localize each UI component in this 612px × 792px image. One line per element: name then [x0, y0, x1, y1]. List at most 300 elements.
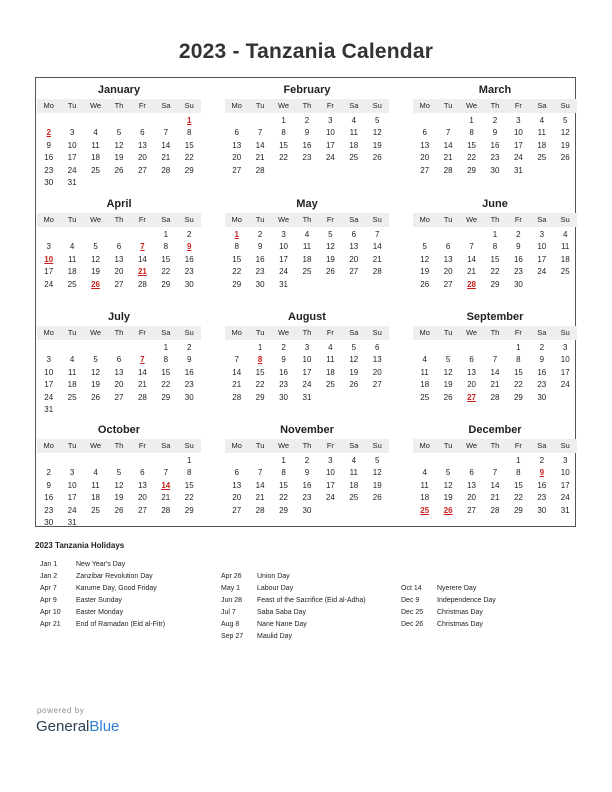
weekday-label: Sa — [349, 328, 359, 337]
day-cell: 19 — [443, 380, 453, 390]
day-cell: 10 — [325, 468, 335, 478]
weekday-label: We — [277, 441, 290, 450]
weekday-label: Mo — [419, 101, 430, 110]
month-name: January — [97, 84, 141, 96]
weekday-label: Sa — [161, 328, 171, 337]
day-cell: 8 — [516, 355, 521, 365]
day-cell: 9 — [281, 355, 286, 365]
empty-day-cell — [483, 342, 506, 354]
weekday-label: Mo — [231, 215, 242, 224]
page-title: 2023 - Tanzania Calendar — [178, 40, 434, 63]
days-grid — [37, 229, 201, 291]
day-cell: 21 — [255, 493, 265, 503]
weekday-label: Su — [184, 441, 194, 450]
day-cell: 19 — [372, 480, 382, 490]
month-may — [225, 197, 389, 291]
weekday-label: Fr — [514, 215, 522, 224]
day-cell: 15 — [279, 480, 288, 490]
empty-day-cell — [436, 115, 459, 127]
day-cell: 16 — [513, 254, 523, 264]
day-cell: 18 — [91, 493, 100, 503]
day-cell: 29 — [467, 165, 476, 175]
day-cell: 29 — [161, 392, 171, 402]
day-cell: 15 — [513, 367, 523, 377]
holiday-date: Dec 25 — [401, 609, 424, 616]
day-cell: 6 — [234, 128, 239, 138]
day-cell: 13 — [137, 480, 147, 490]
empty-day-cell — [84, 115, 107, 127]
day-cell: 20 — [420, 153, 430, 163]
day-cell: 23 — [302, 493, 312, 503]
day-cell: 11 — [91, 480, 100, 490]
day-cell: 17 — [513, 140, 523, 150]
holiday-date: Apr 9 — [40, 597, 57, 604]
day-cell: 21 — [137, 380, 147, 390]
day-cell: 17 — [44, 267, 54, 277]
day-cell: 10 — [560, 468, 570, 478]
day-cell: 4 — [422, 468, 427, 478]
day-cell: 29 — [513, 392, 523, 402]
day-cell: 16 — [44, 493, 54, 503]
empty-day-cell — [436, 455, 459, 467]
day-cell: 24 — [279, 267, 288, 277]
weekday-label: Tu — [443, 101, 453, 110]
weekday-label: Fr — [326, 101, 334, 110]
day-cell: 30 — [302, 505, 312, 515]
day-cell: 2 — [516, 230, 521, 239]
day-cell: 2 — [539, 343, 545, 352]
holiday-entry — [40, 595, 165, 607]
day-cell: 5 — [422, 242, 427, 252]
day-cell: 24 — [67, 505, 77, 515]
day-cell: 8 — [281, 468, 286, 478]
day-cell: 9 — [539, 355, 545, 365]
day-cell: 1 — [516, 456, 521, 465]
day-cell: 24 — [325, 493, 335, 503]
day-cell: 25 — [420, 392, 430, 402]
days-grid — [413, 342, 577, 404]
empty-day-cell — [413, 115, 436, 127]
weekday-label: Th — [490, 441, 500, 450]
day-cell: 7 — [492, 355, 498, 365]
logo-text-blue: Blue — [89, 718, 120, 735]
month-june — [413, 197, 577, 291]
day-cell: 20 — [467, 380, 476, 390]
day-cell: 14 — [161, 140, 171, 150]
empty-day-cell — [154, 455, 177, 467]
day-cell: 17 — [67, 493, 77, 503]
holiday-entry — [221, 595, 366, 607]
day-cell: 22 — [279, 493, 288, 503]
day-cell: 5 — [351, 343, 357, 352]
weekday-label: Th — [302, 328, 312, 337]
weekday-label: Sa — [537, 328, 547, 337]
empty-day-cell — [225, 115, 248, 127]
day-cell: 22 — [513, 380, 523, 390]
weekday-label: We — [89, 441, 102, 450]
weekday-label: Mo — [43, 101, 54, 110]
day-cell: 9 — [46, 140, 51, 150]
day-cell: 8 — [281, 128, 286, 138]
day-cell: 1 — [281, 456, 286, 465]
day-cell: 24 — [44, 279, 54, 289]
month-name: October — [97, 424, 141, 436]
day-cell: 17 — [302, 367, 312, 377]
holiday-name: Union Day — [257, 573, 290, 580]
day-cell: 29 — [255, 392, 265, 402]
weekday-header — [413, 439, 577, 453]
holiday-name: Karume Day, Good Friday — [76, 585, 157, 592]
day-cell: 15 — [513, 480, 523, 490]
day-cell: 25 — [91, 505, 100, 515]
day-cell: 2 — [304, 456, 310, 465]
day-cell: 22 — [513, 493, 523, 503]
day-cell: 22 — [184, 493, 194, 503]
day-cell: 28 — [255, 165, 265, 175]
day-cell: 24 — [302, 380, 312, 390]
day-cell: 15 — [232, 254, 242, 264]
day-cell: 26 — [560, 153, 570, 163]
day-cell: 25 — [67, 279, 77, 289]
weekday-label: Fr — [138, 441, 146, 450]
day-cell: 2 — [539, 456, 545, 465]
weekday-header — [37, 213, 201, 227]
weekday-label: Mo — [43, 441, 54, 450]
holiday-entry — [221, 571, 366, 583]
day-cell: 8 — [163, 355, 169, 365]
holiday-date: Jun 28 — [221, 597, 243, 604]
day-cell: 29 — [279, 505, 288, 515]
weekday-label: Mo — [231, 101, 242, 110]
day-cell: 30 — [184, 392, 194, 402]
day-cell: 12 — [114, 140, 124, 150]
weekday-label: Tu — [443, 441, 453, 450]
empty-day-cell — [84, 455, 107, 467]
weekday-header — [225, 439, 389, 453]
day-cell: 18 — [302, 254, 312, 264]
empty-day-cell — [60, 229, 83, 241]
month-january — [37, 83, 201, 189]
holiday-day: 7 — [140, 355, 145, 365]
day-cell: 25 — [91, 165, 100, 175]
holiday-entry — [40, 619, 165, 631]
day-cell: 11 — [537, 128, 546, 138]
day-cell: 18 — [537, 140, 547, 150]
day-cell: 4 — [304, 230, 310, 239]
day-cell: 27 — [137, 165, 147, 175]
weekday-label: Th — [302, 215, 312, 224]
empty-day-cell — [131, 115, 154, 127]
empty-day-cell — [413, 342, 436, 354]
weekday-label: Th — [302, 441, 312, 450]
day-cell: 10 — [67, 140, 77, 150]
day-cell: 9 — [46, 480, 51, 490]
weekday-label: Fr — [514, 101, 522, 110]
holidays-heading: 2023 Tanzania Holidays — [35, 541, 125, 550]
day-cell: 30 — [279, 392, 288, 402]
day-cell: 28 — [490, 505, 500, 515]
day-cell: 27 — [232, 165, 242, 175]
day-cell: 16 — [279, 367, 288, 377]
month-name: December — [468, 424, 522, 436]
weekday-label: Mo — [231, 441, 242, 450]
holiday-date: Sep 27 — [221, 633, 244, 640]
holiday-day: 1 — [187, 116, 192, 125]
empty-day-cell — [107, 229, 130, 241]
month-name: May — [296, 198, 318, 210]
day-cell: 8 — [516, 468, 521, 478]
month-name: September — [466, 311, 524, 323]
weekday-label: Th — [114, 101, 124, 110]
day-cell: 5 — [375, 456, 380, 465]
weekday-label: Tu — [67, 441, 77, 450]
day-cell: 5 — [375, 116, 380, 125]
day-cell: 14 — [137, 367, 147, 377]
day-cell: 6 — [140, 468, 145, 478]
day-cell: 14 — [255, 140, 265, 150]
holiday-name: Nyerere Day — [437, 585, 477, 592]
day-cell: 10 — [513, 128, 523, 138]
day-cell: 28 — [490, 392, 500, 402]
weekday-label: Fr — [138, 101, 146, 110]
day-cell: 6 — [469, 355, 474, 365]
holiday-day: 7 — [140, 242, 145, 252]
day-cell: 23 — [302, 153, 312, 163]
month-november — [225, 423, 389, 517]
day-cell: 30 — [490, 165, 500, 175]
day-cell: 1 — [469, 116, 474, 125]
day-cell: 18 — [420, 380, 430, 390]
weekday-header — [413, 99, 577, 113]
weekday-label: Su — [560, 215, 570, 224]
weekday-label: Fr — [326, 441, 334, 450]
day-cell: 18 — [67, 380, 77, 390]
holiday-day: 21 — [137, 267, 147, 277]
month-july — [37, 310, 201, 416]
empty-day-cell — [84, 342, 107, 354]
weekday-label: Tu — [67, 101, 77, 110]
day-cell: 4 — [539, 116, 545, 125]
generalblue-logo[interactable] — [36, 718, 119, 735]
days-grid — [37, 115, 201, 189]
day-cell: 13 — [232, 140, 242, 150]
day-cell: 6 — [234, 468, 239, 478]
weekday-label: Sa — [537, 101, 547, 110]
holiday-date: Dec 26 — [401, 621, 424, 628]
holiday-date: Apr 21 — [40, 621, 61, 628]
day-cell: 21 — [161, 153, 171, 163]
holiday-entry — [40, 559, 165, 571]
day-cell: 30 — [513, 279, 523, 289]
day-cell: 15 — [184, 140, 194, 150]
weekday-label: We — [465, 101, 478, 110]
day-cell: 16 — [255, 254, 265, 264]
weekday-label: Su — [560, 101, 570, 110]
powered-by-text: powered by — [37, 706, 85, 715]
holiday-entry — [401, 607, 496, 619]
holiday-entry — [40, 607, 165, 619]
day-cell: 3 — [563, 343, 568, 352]
day-cell: 7 — [257, 468, 263, 478]
day-cell: 28 — [161, 505, 171, 515]
day-cell: 13 — [232, 480, 242, 490]
weekday-label: Fr — [514, 441, 522, 450]
day-cell: 18 — [325, 367, 335, 377]
day-cell: 3 — [516, 116, 521, 125]
day-cell: 19 — [443, 493, 453, 503]
day-cell: 18 — [420, 493, 430, 503]
day-cell: 1 — [163, 343, 169, 352]
empty-day-cell — [225, 455, 248, 467]
empty-day-cell — [107, 455, 130, 467]
day-cell: 8 — [234, 242, 239, 252]
holiday-date: Apr 7 — [40, 585, 57, 592]
day-cell: 19 — [325, 254, 335, 264]
day-cell: 6 — [116, 242, 122, 252]
weekday-label: Tu — [255, 101, 265, 110]
day-cell: 11 — [420, 367, 429, 377]
days-grid — [413, 455, 577, 517]
day-cell: 10 — [537, 242, 547, 252]
weekday-label: Th — [490, 101, 500, 110]
weekday-label: Su — [560, 441, 570, 450]
day-cell: 17 — [279, 254, 288, 264]
day-cell: 26 — [443, 392, 453, 402]
weekday-label: Th — [114, 328, 124, 337]
day-cell: 27 — [467, 505, 476, 515]
holiday-entry — [221, 631, 366, 643]
month-december — [413, 423, 577, 517]
day-cell: 2 — [46, 468, 51, 478]
holiday-date: Apr 10 — [40, 609, 61, 616]
day-cell: 19 — [349, 367, 359, 377]
day-cell: 12 — [114, 480, 124, 490]
holiday-day: 27 — [467, 392, 476, 402]
day-cell: 16 — [44, 153, 54, 163]
day-cell: 16 — [302, 140, 312, 150]
weekday-label: Sa — [161, 215, 171, 224]
day-cell: 14 — [232, 367, 242, 377]
day-cell: 13 — [114, 254, 124, 264]
day-cell: 5 — [93, 355, 98, 365]
empty-day-cell — [154, 115, 177, 127]
day-cell: 5 — [93, 242, 98, 252]
weekday-label: Sa — [537, 441, 547, 450]
month-april — [37, 197, 201, 291]
day-cell: 8 — [492, 242, 498, 252]
holidays-column — [221, 571, 366, 643]
holiday-day: 25 — [420, 505, 430, 515]
day-cell: 16 — [302, 480, 312, 490]
holiday-day: 14 — [161, 480, 171, 490]
day-cell: 19 — [372, 140, 382, 150]
holiday-name: Easter Monday — [76, 609, 124, 616]
day-cell: 31 — [302, 392, 312, 402]
day-cell: 3 — [281, 230, 286, 239]
holiday-name: Nane Nane Day — [257, 621, 307, 628]
days-grid — [225, 115, 389, 177]
day-cell: 24 — [513, 153, 523, 163]
weekday-label: Sa — [537, 215, 547, 224]
day-cell: 13 — [467, 367, 476, 377]
weekday-label: Fr — [514, 328, 522, 337]
day-cell: 21 — [232, 380, 242, 390]
day-cell: 31 — [67, 517, 77, 527]
holiday-name: Labour Day — [257, 585, 294, 592]
day-cell: 10 — [560, 355, 570, 365]
weekday-label: Su — [372, 328, 382, 337]
day-cell: 7 — [234, 355, 239, 365]
holiday-entry — [401, 595, 496, 607]
day-cell: 18 — [349, 140, 359, 150]
day-cell: 12 — [420, 254, 430, 264]
empty-day-cell — [131, 229, 154, 241]
day-cell: 25 — [537, 153, 547, 163]
day-cell: 28 — [137, 279, 147, 289]
empty-day-cell — [248, 455, 271, 467]
day-cell: 28 — [161, 165, 171, 175]
weekday-label: Sa — [349, 101, 359, 110]
day-cell: 12 — [372, 128, 382, 138]
day-cell: 28 — [372, 267, 382, 277]
day-cell: 26 — [91, 392, 100, 402]
day-cell: 12 — [91, 367, 100, 377]
weekday-label: Su — [560, 328, 570, 337]
day-cell: 15 — [467, 140, 476, 150]
day-cell: 3 — [304, 343, 310, 352]
day-cell: 1 — [163, 230, 169, 239]
day-cell: 19 — [420, 267, 430, 277]
weekday-header — [225, 213, 389, 227]
day-cell: 20 — [349, 254, 359, 264]
month-name: November — [280, 424, 334, 436]
day-cell: 13 — [114, 367, 124, 377]
weekday-label: Th — [114, 215, 124, 224]
empty-day-cell — [436, 229, 459, 241]
holiday-name: Zanzibar Revolution Day — [76, 573, 153, 580]
holidays-column — [40, 559, 165, 631]
holiday-entry — [40, 571, 165, 583]
holiday-date: Oct 14 — [401, 585, 422, 592]
day-cell: 25 — [349, 153, 359, 163]
day-cell: 20 — [114, 267, 124, 277]
month-name: June — [482, 198, 508, 210]
day-cell: 15 — [490, 254, 500, 264]
day-cell: 7 — [492, 468, 498, 478]
day-cell: 11 — [349, 128, 358, 138]
day-cell: 23 — [184, 380, 194, 390]
day-cell: 9 — [516, 242, 521, 252]
weekday-label: Mo — [419, 328, 430, 337]
day-cell: 12 — [443, 367, 453, 377]
day-cell: 24 — [560, 380, 570, 390]
day-cell: 31 — [513, 165, 523, 175]
day-cell: 17 — [44, 380, 54, 390]
days-grid — [225, 342, 389, 404]
day-cell: 17 — [67, 153, 77, 163]
day-cell: 7 — [375, 230, 380, 239]
weekday-header — [413, 326, 577, 340]
weekday-label: Mo — [43, 215, 54, 224]
days-grid — [225, 229, 389, 291]
weekday-label: Su — [372, 101, 382, 110]
holiday-day: 10 — [44, 254, 54, 264]
day-cell: 14 — [255, 480, 265, 490]
day-cell: 19 — [114, 153, 124, 163]
days-grid — [413, 229, 577, 291]
day-cell: 4 — [351, 456, 357, 465]
day-cell: 26 — [114, 165, 124, 175]
